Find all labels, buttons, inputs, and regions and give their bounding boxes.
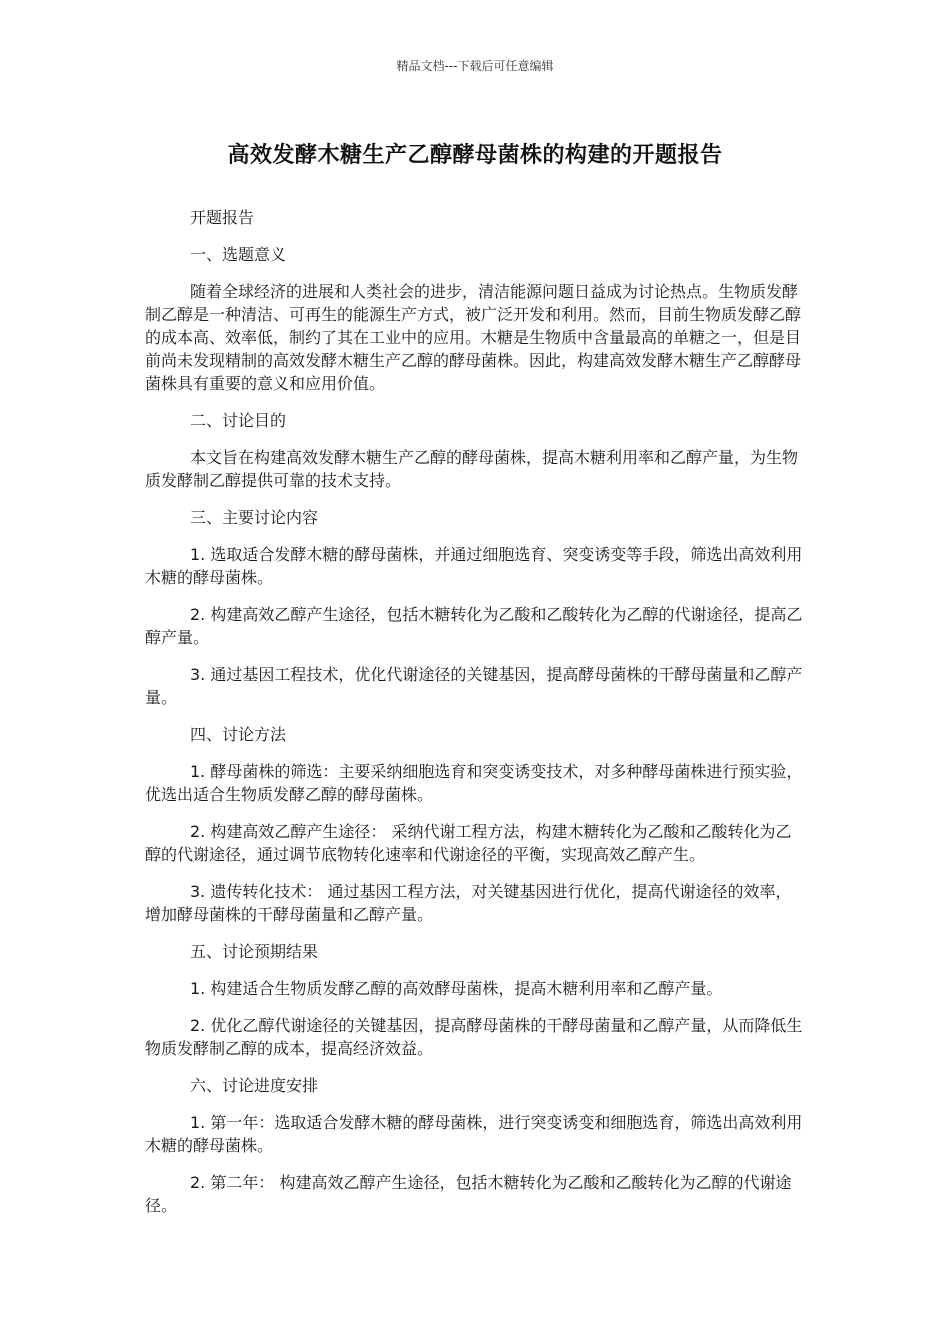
paragraph: 2. 优化乙醇代谢途径的关键基因，提高酵母菌株的干酵母菌量和乙醇产量，从而降低生物质发酵制乙醇的成本，提高经济效益。 <box>145 1016 803 1058</box>
section-heading: 五、讨论预期结果 <box>190 942 319 961</box>
paragraph: 3. 通过基因工程技术，优化代谢途径的关键基因，提高酵母菌株的干酵母菌量和乙醇产量。 <box>145 665 803 707</box>
paragraph: 2. 构建高效乙醇产生途径： 采纳代谢工程方法，构建木糖转化为乙酸和乙酸转化为乙醇的代谢途径，通过调节底物转化速率和代谢途径的平衡，实现高效乙醇产生。 <box>145 822 792 864</box>
paragraph: 2. 第二年： 构建高效乙醇产生途径，包括木糖转化为乙酸和乙酸转化为乙醇的代谢途径。 <box>145 1173 792 1215</box>
paragraph: 1. 构建适合生物质发酵乙醇的高效酵母菌株，提高木糖利用率和乙醇产量。 <box>190 979 723 998</box>
section-heading: 四、讨论方法 <box>190 725 287 744</box>
paragraph: 1. 酵母菌株的筛选：主要采纳细胞选育和突变诱变技术，对多种酵母菌株进行预实验，优选出适合生物质发酵乙醇的酵母菌株。 <box>145 762 803 804</box>
section-heading: 二、讨论目的 <box>190 411 287 430</box>
paragraph: 1. 第一年：选取适合发酵木糖的酵母菌株，进行突变诱变和细胞选育，筛选出高效利用木糖的酵母菌株。 <box>145 1113 803 1155</box>
document-body <box>145 206 805 1217</box>
section-heading: 六、讨论进度安排 <box>190 1076 319 1095</box>
section-heading: 三、主要讨论内容 <box>190 508 319 527</box>
paragraph: 3. 遗传转化技术： 通过基因工程方法，对关键基因进行优化，提高代谢途径的效率，增加酵母菌株的干酵母菌量和乙醇产量。 <box>145 882 792 924</box>
paragraph: 本文旨在构建高效发酵木糖生产乙醇的酵母菌株，提高木糖利用率和乙醇产量，为生物质发酵制乙醇提供可靠的技术支持。 <box>145 448 799 490</box>
document-title: 高效发酵木糖生产乙醇酵母菌株的构建的开题报告 <box>227 143 723 168</box>
paragraph: 1. 选取适合发酵木糖的酵母菌株，并通过细胞选育、突变诱变等手段，筛选出高效利用木糖的酵母菌株。 <box>145 545 803 587</box>
paragraph: 2. 构建高效乙醇产生途径，包括木糖转化为乙酸和乙酸转化为乙醇的代谢途径，提高乙醇产量。 <box>145 605 803 647</box>
page-header: 精品文档---下载后可任意编辑 <box>396 59 554 73</box>
paragraph: 随着全球经济的进展和人类社会的进步，清洁能源问题日益成为讨论热点。生物质发酵制乙醇是一种清洁、可再生的能源生产方式，被广泛开发和利用。然而，目前生物质发酵乙醇的成本高、效率低，制约了其在工业中的应用。木糖是生物质中含量最高的单糖之一，但是目前尚未发现精制的高效发酵木糖生产乙醇的酵母菌株。因此，构建高效发酵木糖生产乙醇酵母菌株具有重要的意义和应用价值。 <box>145 282 802 393</box>
section-heading: 一、选题意义 <box>190 245 287 264</box>
paragraph: 开题报告 <box>190 208 255 227</box>
